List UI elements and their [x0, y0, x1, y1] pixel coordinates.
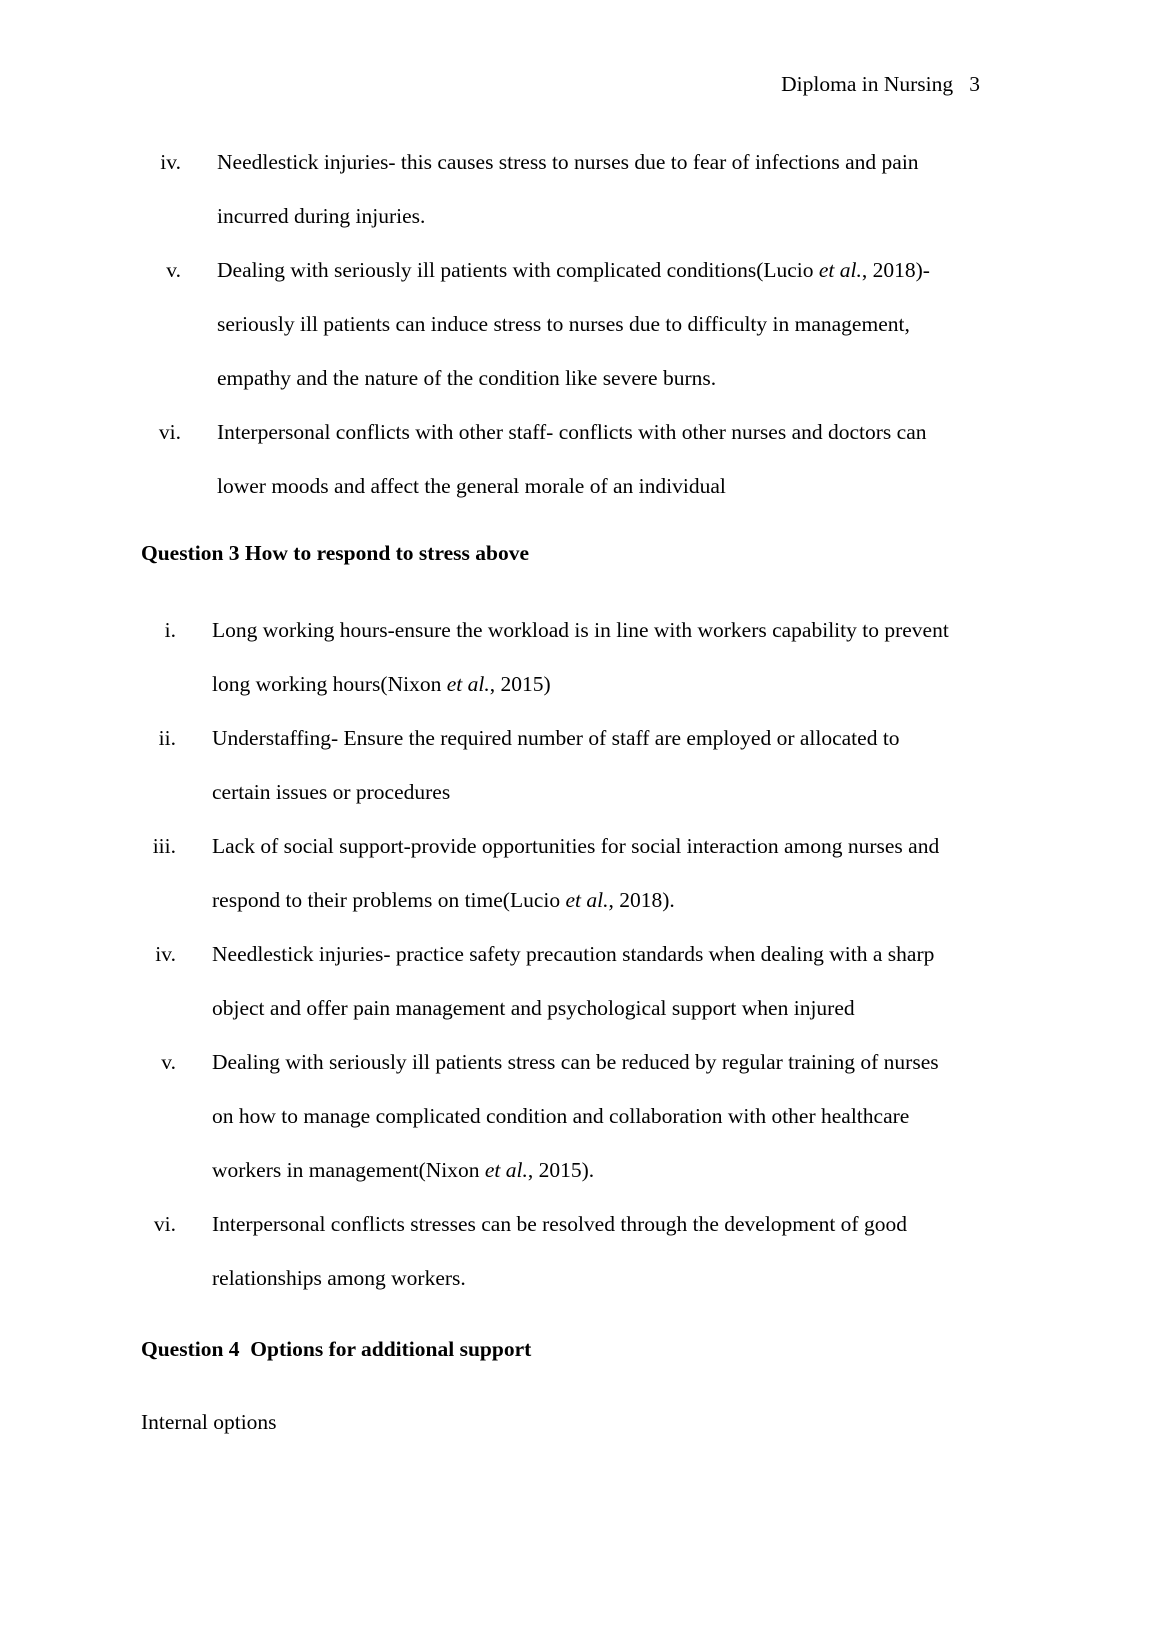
list-text: [212, 1197, 1022, 1305]
list-number: iv.: [160, 150, 181, 174]
list-line: on how to manage complicated condition and collaboration with other healthcare: [212, 1104, 910, 1128]
list-line: workers in management(Nixon: [212, 1158, 485, 1182]
list-line: relationships among workers.: [212, 1266, 466, 1290]
list-line: Interpersonal conflicts stresses can be resolved through the development of good: [212, 1212, 907, 1236]
list-line: Dealing with seriously ill patients with complicated conditions(Lucio: [217, 258, 819, 282]
list-line: , 2018)-: [861, 258, 930, 282]
list-item: [0, 819, 1022, 927]
list-item: [0, 135, 1007, 243]
citation-etal: et al.: [446, 672, 490, 696]
citation-etal: et al.: [818, 258, 862, 282]
list-number: v.: [161, 1050, 176, 1074]
citation-etal: et al.: [484, 1158, 528, 1182]
list-line: Needlestick injuries- practice safety precaution standards when dealing with a sharp: [212, 942, 935, 966]
citation-etal: et al.: [565, 888, 609, 912]
list-item: [0, 927, 1022, 1035]
list-line: empathy and the nature of the condition like severe burns.: [217, 366, 717, 390]
list-line: Interpersonal conflicts with other staff- conflicts with other nurses and doctors can: [217, 420, 927, 444]
list-text: [212, 927, 1022, 1035]
responses-list: [0, 603, 1022, 1305]
internal-options-paragraph: Internal options: [141, 1410, 277, 1434]
list-text: [217, 243, 1007, 405]
list-line: Dealing with seriously ill patients stress can be reduced by regular training of nurses: [212, 1050, 939, 1074]
list-number: vi.: [153, 1212, 176, 1236]
question-3-heading: Question 3 How to respond to stress above: [141, 541, 530, 565]
list-line: object and offer pain management and psychological support when injured: [212, 996, 855, 1020]
list-line: lower moods and affect the general morale of an individual: [217, 474, 726, 498]
list-item: [0, 1035, 1022, 1197]
list-item: [0, 603, 1022, 711]
list-line: seriously ill patients can induce stress to nurses due to difficulty in management,: [217, 312, 910, 336]
list-number: v.: [166, 258, 181, 282]
list-line: long working hours(Nixon: [212, 672, 447, 696]
list-line: incurred during injuries.: [217, 204, 426, 228]
stressors-list: [0, 135, 1007, 513]
question-4-heading: Question 4 Options for additional support: [141, 1337, 532, 1361]
list-line: Understaffing- Ensure the required number of staff are employed or allocated to: [212, 726, 900, 750]
list-line: , 2015): [489, 672, 551, 696]
list-line: respond to their problems on time(Lucio: [212, 888, 566, 912]
list-text: [217, 405, 1007, 513]
list-line: Lack of social support-provide opportunities for social interaction among nurses and: [212, 834, 940, 858]
list-number: vi.: [158, 420, 181, 444]
list-text: [212, 819, 1022, 927]
list-item: [0, 1197, 1022, 1305]
list-line: Needlestick injuries- this causes stress to nurses due to fear of infections and pain: [217, 150, 919, 174]
list-text: [212, 711, 1022, 819]
list-item: [0, 405, 1007, 513]
list-line: certain issues or procedures: [212, 780, 451, 804]
list-text: [212, 603, 1022, 711]
list-number: iii.: [152, 834, 176, 858]
list-number: i.: [164, 618, 176, 642]
list-line: , 2018).: [608, 888, 675, 912]
list-number: iv.: [155, 942, 176, 966]
list-line: , 2015).: [527, 1158, 595, 1182]
running-head: Diploma in Nursing 3: [781, 72, 980, 96]
list-text: [217, 135, 1007, 243]
list-item: [0, 243, 1007, 405]
list-number: ii.: [158, 726, 176, 750]
list-item: [0, 711, 1022, 819]
list-text: [212, 1035, 1022, 1197]
list-line: Long working hours-ensure the workload is in line with workers capability to prevent: [212, 618, 949, 642]
